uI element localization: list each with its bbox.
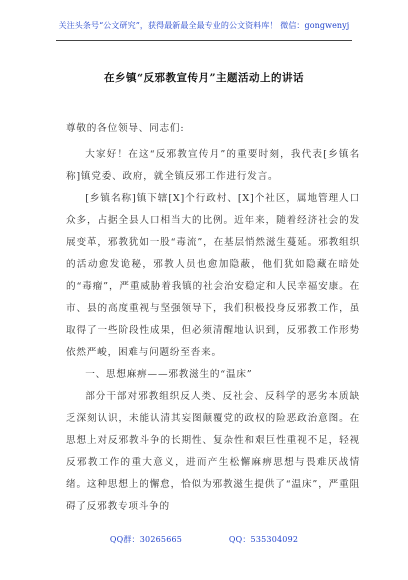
document-title: 在乡镇“反邪教宣传月”主题活动上的讲话 xyxy=(103,72,305,84)
header-divider xyxy=(56,40,352,41)
paragraph: 部分干部对邪教组织反人类、反社会、反科学的恶劣本质缺乏深刻认识，未能认清其妄图颠覆党的政权的险恶政治意图。在思想上对反邪教斗争的长期性、复杂性和艰巨性重视不足，轻视反邪教工作的重大意义，进而产生松懈麻痹思想与畏难厌战情绪。这种思想上的懈怠，恰似为邪教滋生提供了“温床”，严重阻碍了反邪教专项斗争的 xyxy=(66,391,360,512)
document-body xyxy=(66,118,360,518)
section-heading: 一、思想麻痹——邪教滋生的“温床” xyxy=(85,369,253,380)
footer xyxy=(0,534,408,545)
footer-qq-group: QQ群：30265665 xyxy=(109,535,183,544)
salutation: 尊敬的各位领导、同志们: xyxy=(66,123,185,134)
paragraph: [乡镇名称]镇下辖[X]个行政村、[X]个社区，属地管理人口众多，占据全县人口相当大的比例。近年来，随着经济社会的发展变革，邪教犹如一股“毒流”，在基层悄然滋生蔓延。邪教组织的活动愈发诡秘，邪教人员也愈加隐蔽，他们犹如隐藏在暗处的“毒瘤”，严重威胁着我镇的社会治安稳定和人民幸福安康。在市、县的高度重视与坚强领导下，我们积极投身反邪教工作，虽取得了一些阶段性成果，但必须清醒地认识到，反邪教工作形势依然严峻，困难与问题纷至沓来。 xyxy=(66,193,360,358)
paragraph: 大家好！在这“反邪教宣传月”的重要时刻，我代表[乡镇名称]镇党委、政府，就全镇反邪工作进行发言。 xyxy=(66,149,360,182)
header-banner: 关注头条号“公文研究”，获得最新最全最专业的公文资料库！ 微信：gongwenyj xyxy=(58,21,350,30)
footer-qq: QQ：535304092 xyxy=(228,535,299,544)
